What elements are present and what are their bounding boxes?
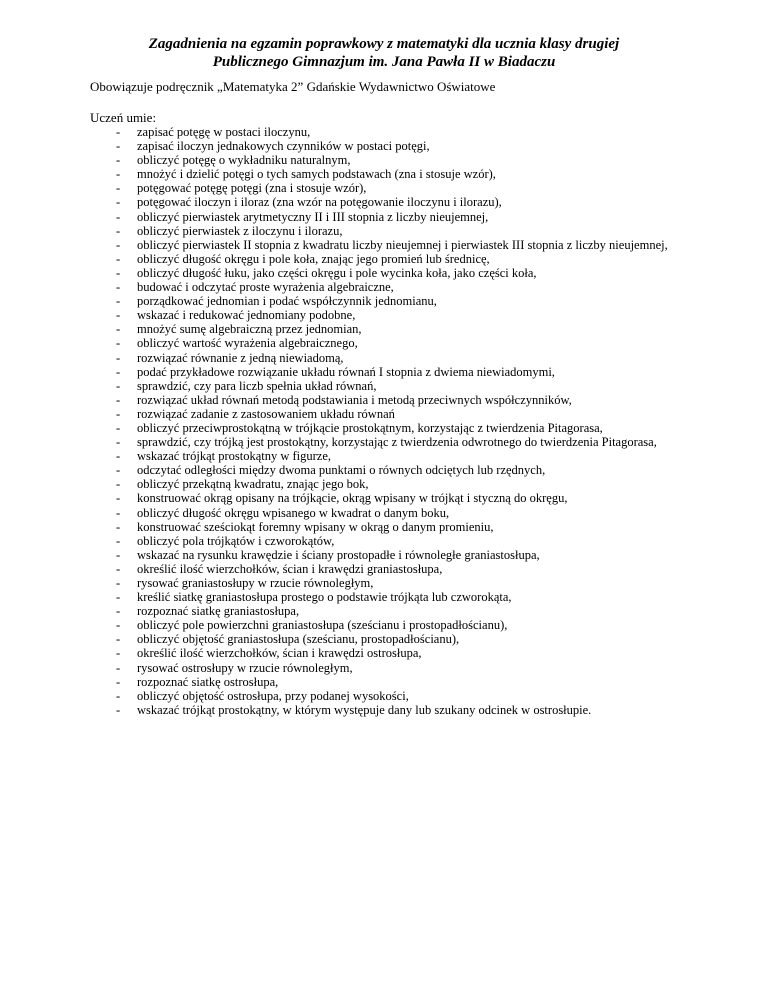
skill-text: konstruować okrąg opisany na trójkącie, okrąg wpisany w trójkąt i styczną do okręgu, bbox=[137, 491, 568, 506]
bullet-dash: - bbox=[116, 308, 121, 323]
skill-text: potęgować iloczyn i iloraz (zna wzór na potęgowanie iloczynu i ilorazu), bbox=[137, 195, 502, 210]
bullet-dash: - bbox=[116, 547, 121, 562]
skill-text: wskazać trójkąt prostokątny, w którym występuje dany lub szukany odcinek w ostrosłupie. bbox=[137, 702, 592, 717]
skill-text: zapisać potęgę w postaci iloczynu, bbox=[137, 125, 311, 139]
skill-text: rozwiązać zadanie z zastosowaniem układu równań bbox=[137, 406, 395, 421]
bullet-dash: - bbox=[116, 590, 121, 605]
skill-text: sprawdzić, czy para liczb spełnia układ równań, bbox=[137, 378, 377, 393]
bullet-dash: - bbox=[116, 674, 121, 689]
bullet-dash: - bbox=[116, 688, 121, 703]
bullet-dash: - bbox=[116, 477, 121, 492]
skill-text: wskazać i redukować jednomiany podobne, bbox=[137, 308, 356, 323]
bullet-dash: - bbox=[116, 350, 121, 365]
bullet-dash: - bbox=[116, 209, 121, 224]
skill-text: obliczyć pierwiastek z iloczynu i ilorazu, bbox=[137, 223, 343, 238]
bullet-dash: - bbox=[116, 322, 121, 337]
title-line-2: Publicznego Gimnazjum im. Jana Pawła II w Biadaczu bbox=[212, 54, 556, 70]
skills-intro: Uczeń umie: bbox=[90, 110, 157, 125]
skill-text: określić ilość wierzchołków, ścian i krawędzi graniastosłupa, bbox=[137, 561, 443, 576]
skill-text: porządkować jednomian i podać współczynnik jednomianu, bbox=[137, 294, 437, 309]
bullet-dash: - bbox=[116, 463, 121, 478]
skill-text: określić ilość wierzchołków, ścian i krawędzi ostrosłupa, bbox=[137, 646, 422, 661]
bullet-dash: - bbox=[116, 378, 121, 393]
bullet-dash: - bbox=[116, 435, 121, 450]
bullet-dash: - bbox=[116, 406, 121, 421]
bullet-dash: - bbox=[116, 336, 121, 351]
skill-text: odczytać odległości między dwoma punktami o równych odciętych lub rzędnych, bbox=[137, 463, 546, 478]
bullet-dash: - bbox=[116, 519, 121, 534]
bullet-dash: - bbox=[116, 702, 121, 717]
textbook-note: Obowiązuje podręcznik „Matematyka 2” Gdańskie Wydawnictwo Oświatowe bbox=[90, 79, 496, 94]
skill-text: zapisać iloczyn jednakowych czynników w postaci potęgi, bbox=[137, 139, 430, 154]
skill-text: budować i odczytać proste wyrażenia algebraiczne, bbox=[137, 280, 394, 295]
skill-text: kreślić siatkę graniastosłupa prostego o podstawie trójkąta lub czworokąta, bbox=[137, 590, 512, 605]
bullet-dash: - bbox=[116, 618, 121, 633]
title-line-1: Zagadnienia na egzamin poprawkowy z matematyki dla ucznia klasy drugiej bbox=[148, 36, 620, 52]
skill-text: obliczyć objętość ostrosłupa, przy podanej wysokości, bbox=[137, 688, 409, 703]
skill-text: wskazać na rysunku krawędzie i ściany prostopadłe i równoległe graniastosłupa, bbox=[137, 547, 540, 562]
skill-text: obliczyć objętość graniastosłupa (sześcianu, prostopadłościanu), bbox=[137, 632, 460, 647]
document-title bbox=[0, 35, 768, 71]
bullet-dash: - bbox=[116, 251, 121, 266]
skill-text: rozpoznać siatkę ostrosłupa, bbox=[137, 674, 279, 689]
bullet-dash: - bbox=[116, 660, 121, 675]
bullet-dash: - bbox=[116, 237, 121, 252]
bullet-dash: - bbox=[116, 533, 121, 548]
skill-text: obliczyć potęgę o wykładniku naturalnym, bbox=[137, 153, 351, 168]
bullet-dash: - bbox=[116, 153, 121, 168]
skill-text: potęgować potęgę potęgi (zna i stosuje wzór), bbox=[137, 181, 367, 196]
bullet-dash: - bbox=[116, 181, 121, 196]
skill-text: obliczyć wartość wyrażenia algebraicznego, bbox=[137, 336, 358, 351]
bullet-dash: - bbox=[116, 265, 121, 280]
skill-text: obliczyć przeciwprostokątną w trójkącie prostokątnym, korzystając z twierdzenia Pitagorasa, bbox=[137, 420, 603, 435]
skill-text: podać przykładowe rozwiązanie układu równań I stopnia z dwiema niewiadomymi, bbox=[137, 364, 555, 379]
bullet-dash: - bbox=[116, 491, 121, 506]
bullet-dash: - bbox=[116, 604, 121, 619]
skill-text: wskazać trójkąt prostokątny w figurze, bbox=[137, 449, 332, 464]
skill-text: mnożyć sumę algebraiczną przez jednomian, bbox=[137, 322, 362, 337]
skill-text: obliczyć długość łuku, jako części okręgu i pole wycinka koła, jako części koła, bbox=[137, 265, 537, 280]
skill-text: rysować graniastosłupy w rzucie równoległym, bbox=[137, 576, 374, 590]
bullet-dash: - bbox=[116, 280, 121, 295]
bullet-dash: - bbox=[116, 449, 121, 464]
bullet-dash: - bbox=[116, 167, 121, 182]
skill-text: obliczyć przekątną kwadratu, znając jego bok, bbox=[137, 477, 369, 492]
bullet-dash: - bbox=[116, 223, 121, 238]
bullet-dash: - bbox=[116, 294, 121, 309]
skill-text: mnożyć i dzielić potęgi o tych samych podstawach (zna i stosuje wzór), bbox=[137, 167, 496, 182]
bullet-dash: - bbox=[116, 195, 121, 210]
skill-text: obliczyć pole powierzchni graniastosłupa (sześcianu i prostopadłościanu), bbox=[137, 618, 508, 633]
skill-text: rozwiązać układ równań metodą podstawiania i metodą przeciwnych współczynników, bbox=[137, 392, 572, 407]
skill-text: sprawdzić, czy trójką jest prostokątny, korzystając z twierdzenia odwrotnego do twierdzenia Pitagorasa, bbox=[137, 435, 657, 450]
bullet-dash: - bbox=[116, 561, 121, 576]
bullet-dash: - bbox=[116, 505, 121, 520]
bullet-dash: - bbox=[116, 646, 121, 661]
skill-text: obliczyć długość okręgu wpisanego w kwadrat o danym boku, bbox=[137, 505, 450, 520]
skill-text: rozpoznać siatkę graniastosłupa, bbox=[137, 604, 300, 619]
skill-text: rysować ostrosłupy w rzucie równoległym, bbox=[137, 660, 353, 675]
skill-text: konstruować sześciokąt foremny wpisany w okrąg o danym promieniu, bbox=[137, 519, 494, 534]
bullet-dash: - bbox=[116, 139, 121, 154]
bullet-dash: - bbox=[116, 420, 121, 435]
bullet-dash: - bbox=[116, 392, 121, 407]
bullet-dash: - bbox=[116, 632, 121, 647]
skill-text: obliczyć długość okręgu i pole koła, znając jego promień lub średnicę, bbox=[137, 251, 490, 266]
bullet-dash: - bbox=[116, 576, 121, 590]
bullet-dash: - bbox=[116, 364, 121, 379]
skill-text: obliczyć pola trójkątów i czworokątów, bbox=[137, 533, 335, 548]
bullet-dash: - bbox=[116, 125, 121, 139]
skill-text: obliczyć pierwiastek II stopnia z kwadratu liczby nieujemnej i pierwiastek III stopnia z liczby nieujemnej, bbox=[137, 237, 668, 252]
skill-text: obliczyć pierwiastek arytmetyczny II i III stopnia z liczby nieujemnej, bbox=[137, 209, 489, 224]
skill-text: rozwiązać równanie z jedną niewiadomą, bbox=[137, 350, 344, 365]
